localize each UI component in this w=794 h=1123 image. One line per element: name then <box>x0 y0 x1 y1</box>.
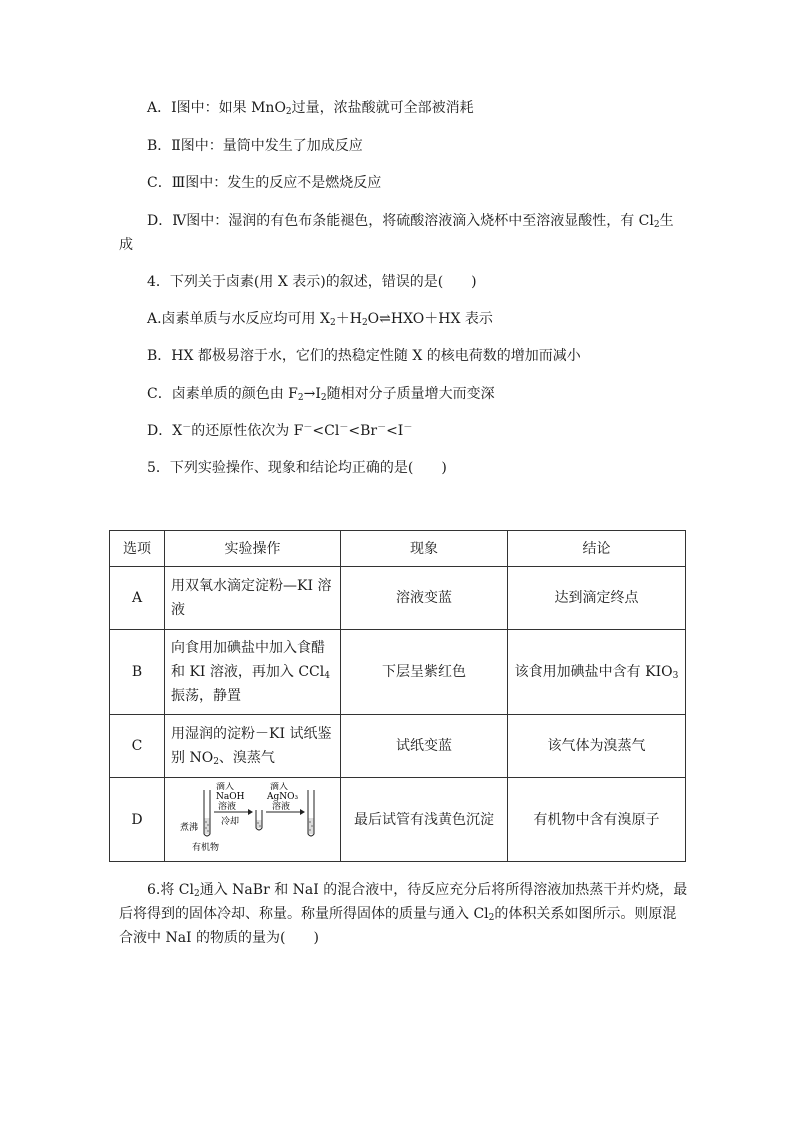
table-row <box>110 778 686 862</box>
diagram-label: 溶液 <box>271 801 290 812</box>
text: 随相对分子质量增大而变深 <box>326 386 495 402</box>
header-option: 选项 <box>110 531 165 567</box>
subscript: 2 <box>488 913 495 923</box>
subscript: 2 <box>320 393 327 403</box>
superscript: － <box>303 423 313 433</box>
q3-option-c: C．Ⅲ图中：发生的反应不是燃烧反应 <box>147 175 382 191</box>
q4-option-c <box>147 384 495 404</box>
row-conclusion: 达到滴定终点 <box>508 567 686 630</box>
row-conclusion: 有机物中含有溴原子 <box>508 778 686 862</box>
subscript: 2 <box>194 889 200 899</box>
q6-line-2 <box>119 904 676 924</box>
row-phenomenon: 最后试管有浅黄色沉淀 <box>341 778 508 862</box>
q3-option-d-text: D．Ⅳ图中：湿润的有色布条能褪色，将硫酸溶液滴入烧杯中至溶液显酸性，有 Cl <box>147 213 654 229</box>
row-operation <box>165 630 341 715</box>
row-phenomenon: 溶液变蓝 <box>341 567 508 630</box>
text: 振荡，静置 <box>171 688 241 704</box>
test-tube-icon <box>308 790 314 836</box>
text: 的还原性依次为 F <box>191 423 304 439</box>
diagram-label: 滴入 <box>269 781 288 792</box>
q4-option-b: B．HX 都极易溶于水，它们的热稳定性随 X 的核电荷数的增加而减小 <box>147 348 581 364</box>
q4-option-a <box>147 309 493 329</box>
experiment-table <box>109 530 686 862</box>
text: ＋H <box>335 311 362 327</box>
text: 用湿润的淀粉－KI 试纸鉴别 NO <box>171 726 332 766</box>
subscript: 2 <box>329 318 336 328</box>
superscript: － <box>403 423 413 433</box>
superscript: － <box>339 423 349 433</box>
row-phenomenon: 下层呈紫红色 <box>341 630 508 715</box>
text: 的体积关系如图所示。则原混 <box>494 906 677 922</box>
table-row <box>110 567 686 630</box>
text: 该食用加碘盐中含有 KIO <box>514 664 673 680</box>
header-operation: 实验操作 <box>165 531 341 567</box>
header-phenomenon: 现象 <box>341 531 508 567</box>
text: C．卤素单质的颜色由 F <box>147 386 298 402</box>
superscript: － <box>182 423 192 433</box>
diagram-label: 溶液 <box>217 801 236 812</box>
diagram-label: 冷却 <box>220 816 239 827</box>
row-operation <box>165 715 341 778</box>
q4-option-d <box>147 421 412 441</box>
q3-option-a-text-end: 过量，浓盐酸就可全部被消耗 <box>291 100 474 116</box>
row-option: C <box>110 715 165 778</box>
subscript: 2 <box>653 220 660 230</box>
subscript: 2 <box>297 393 304 403</box>
row-option: B <box>110 630 165 715</box>
row-option: D <box>110 778 165 862</box>
q3-option-d-text-end: 生 <box>659 213 674 229</box>
text: <Cl <box>312 423 340 439</box>
q5-stem: 5．下列实验操作、现象和结论均正确的是( ) <box>147 460 447 476</box>
row-operation: 用双氧水滴定淀粉—KI 溶液 <box>165 567 341 630</box>
q6-line-1 <box>147 880 687 900</box>
q3-option-d <box>147 211 674 231</box>
q3-option-b: B．Ⅱ图中：量筒中发生了加成反应 <box>147 138 363 154</box>
text: 、溴蒸气 <box>218 750 275 766</box>
subscript: 3 <box>672 671 679 681</box>
row-conclusion <box>508 630 686 715</box>
diagram-label: 滴入 <box>215 781 234 792</box>
q3-option-a <box>147 98 474 118</box>
experiment-diagram <box>178 782 328 858</box>
diagram-label: 有机物 <box>191 842 219 853</box>
subscript: 2 <box>213 757 219 767</box>
text: O⇌HXO＋HX 表示 <box>367 311 493 327</box>
text: 向食用加碘盐中加入食醋和 KI 溶液，再加入 CCl <box>171 640 325 680</box>
q3-option-d-wrap: 成 <box>119 237 133 253</box>
q3-option-a-text: A．Ⅰ图中：如果 MnO <box>147 100 286 116</box>
test-tube-icon <box>204 790 210 836</box>
text: <I <box>386 423 404 439</box>
diagram-label: AgNO₃ <box>266 791 298 802</box>
table-header-row <box>110 531 686 567</box>
text: →I <box>303 386 321 402</box>
row-option: A <box>110 567 165 630</box>
q6-line-3: 合液中 NaI 的物质的量为( ) <box>119 930 319 946</box>
text: 6.将 Cl <box>147 882 194 898</box>
subscript: 4 <box>324 671 330 681</box>
text: D．X <box>147 423 183 439</box>
subscript: 2 <box>361 318 368 328</box>
q4-stem: 4．下列关于卤素(用 X 表示)的叙述，错误的是( ) <box>147 274 477 290</box>
superscript: － <box>377 423 387 433</box>
table-row <box>110 715 686 778</box>
text: 后将得到的固体冷却、称量。称量所得固体的质量与通入 Cl <box>119 906 489 922</box>
test-tube-icon <box>256 810 262 830</box>
table-row <box>110 630 686 715</box>
diagram-label: 煮沸 <box>179 822 198 833</box>
row-conclusion: 该气体为溴蒸气 <box>508 715 686 778</box>
row-phenomenon: 试纸变蓝 <box>341 715 508 778</box>
subscript: 2 <box>285 107 292 117</box>
diagram-label: NaOH <box>215 791 244 802</box>
row-operation-diagram <box>165 778 341 862</box>
text: A.卤素单质与水反应均可用 X <box>147 311 330 327</box>
text: 通入 NaBr 和 NaI 的混合液中，待反应充分后将所得溶液加热蒸干并灼烧，最 <box>199 882 688 898</box>
header-conclusion: 结论 <box>508 531 686 567</box>
text: <Br <box>348 423 378 439</box>
